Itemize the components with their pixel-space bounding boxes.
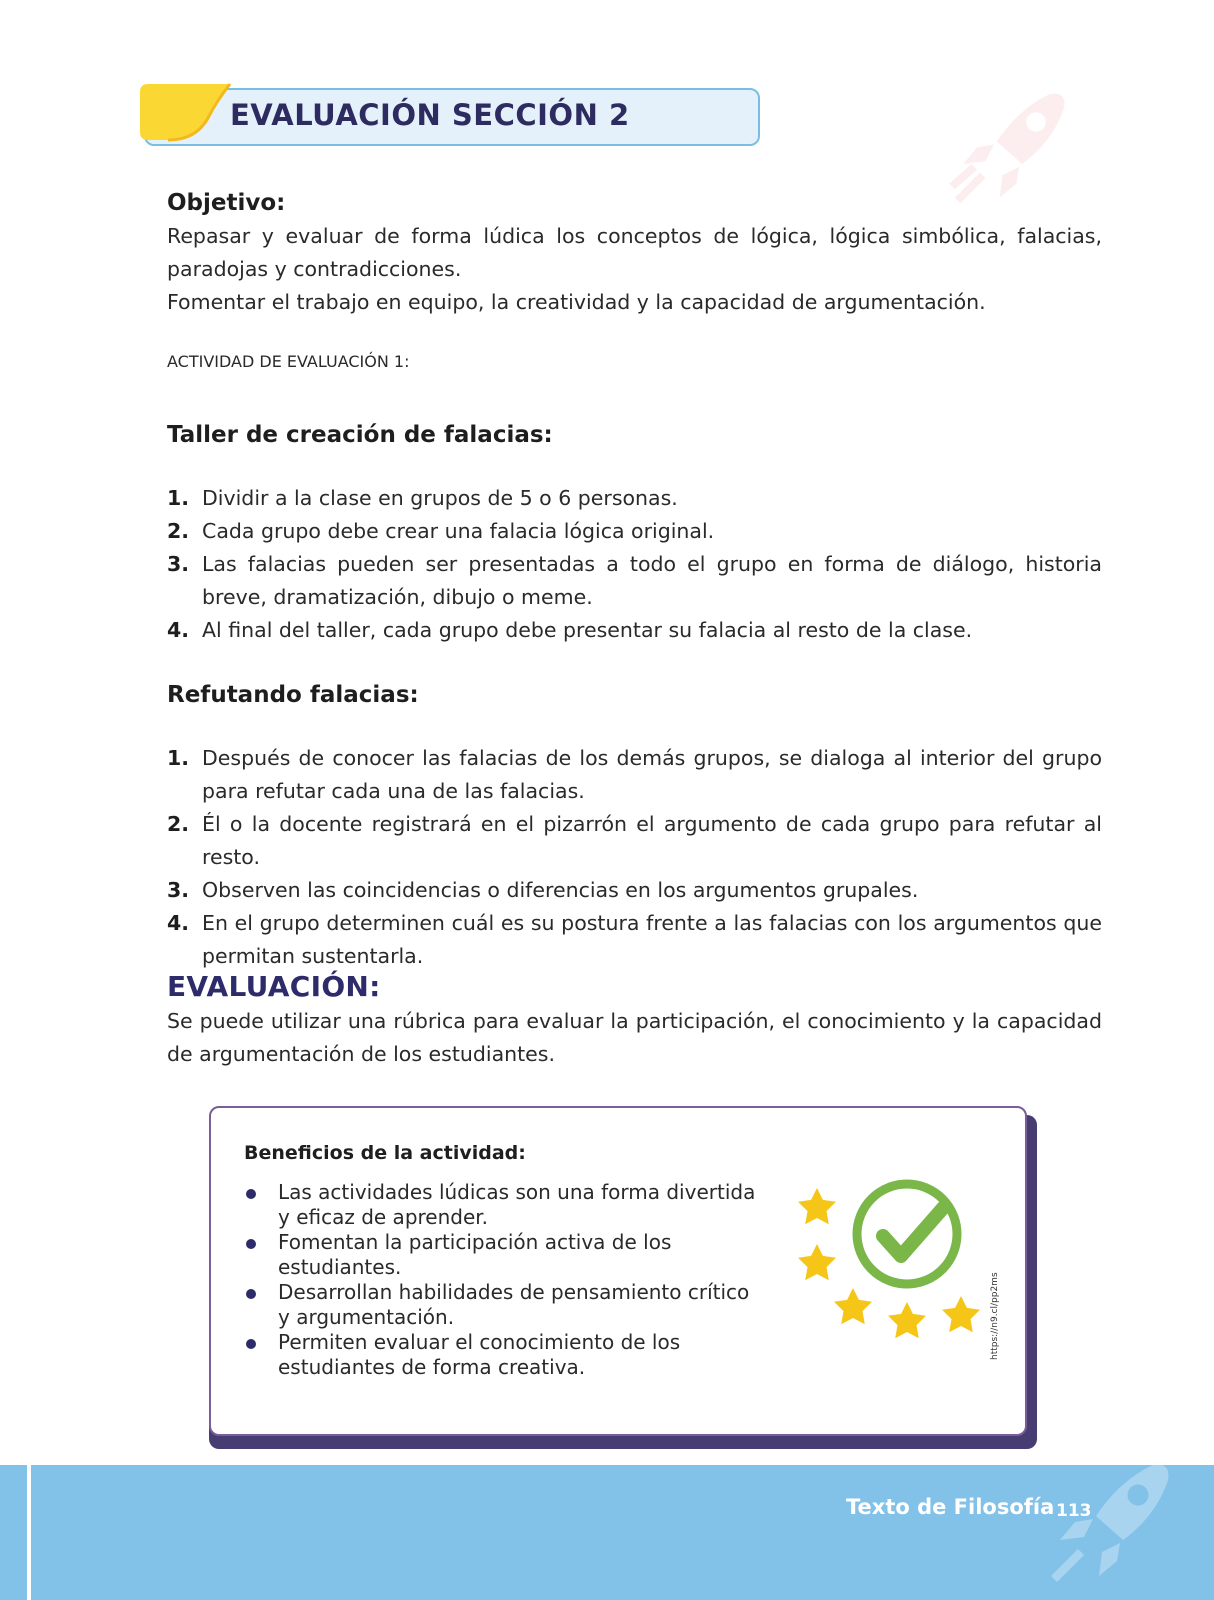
bullet-icon: [246, 1189, 256, 1199]
workshop-heading: Taller de creación de falacias:: [167, 422, 553, 448]
bullet-icon: [246, 1289, 256, 1299]
image-credit: https://n9.cl/pp2ms: [990, 1272, 1000, 1360]
refuting-section: [167, 682, 1102, 973]
list-item: 2. Cada grupo debe crear una falacia lógica original.: [167, 519, 715, 543]
objective-text-1: Repasar y evaluar de forma lúdica los conceptos de lógica, lógica simbólica, falacias, paradojas y contradicciones.: [167, 224, 1102, 281]
evaluation-section: [167, 970, 1102, 1071]
section-header: [138, 82, 770, 150]
list-item: 3. Las falacias pueden ser presentadas a todo el grupo en forma de diálogo, historia breve, dramatización, dibujo o meme.: [167, 552, 1102, 609]
list-item: 4. En el grupo determinen cuál es su postura frente a las falacias con los argumentos que permitan sustentarla.: [167, 911, 1102, 968]
objective-heading: Objetivo:: [167, 190, 286, 216]
benefits-box: [209, 1106, 1027, 1436]
evaluation-text: Se puede utilizar una rúbrica para evaluar la participación, el conocimiento y la capacidad de argumentación de los estudiantes.: [167, 1009, 1102, 1066]
list-item: 1. Dividir a la clase en grupos de 5 o 6 personas.: [167, 486, 678, 510]
list-item: 2. Él o la docente registrará en el pizarrón el argumento de cada grupo para refutar al resto.: [167, 812, 1102, 869]
list-item: 4. Al final del taller, cada grupo debe presentar su falacia al resto de la clase.: [167, 618, 973, 642]
rocket-icon: [1030, 1453, 1180, 1600]
evaluation-heading: EVALUACIÓN:: [167, 970, 381, 1003]
list-item: Fomentan la participación activa de los estudiantes.: [244, 1230, 764, 1280]
benefits-title: Beneficios de la actividad:: [244, 1142, 526, 1164]
list-item: Las actividades lúdicas son una forma divertida y eficaz de aprender.: [244, 1180, 764, 1230]
page-number: 113: [1056, 1501, 1092, 1521]
stars-checkmark-icon: [793, 1176, 993, 1366]
section-title: EVALUACIÓN SECCIÓN 2: [230, 98, 630, 132]
header-yellow-tab: [138, 82, 234, 142]
objective-section: [167, 190, 1102, 319]
workshop-steps: [167, 482, 1102, 647]
activity-heading: ACTIVIDAD DE EVALUACIÓN 1:: [167, 352, 410, 371]
refuting-heading: Refutando falacias:: [167, 682, 419, 708]
bullet-icon: [246, 1239, 256, 1249]
list-item: Desarrollan habilidades de pensamiento crítico y argumentación.: [244, 1280, 764, 1330]
bullet-icon: [246, 1339, 256, 1349]
refuting-steps: [167, 742, 1102, 973]
list-item: 1. Después de conocer las falacias de los demás grupos, se dialoga al interior del grupo para refutar cada una de las falacias.: [167, 746, 1102, 803]
benefits-list: [244, 1180, 764, 1380]
objective-text-2: Fomentar el trabajo en equipo, la creatividad y la capacidad de argumentación.: [167, 290, 986, 314]
workshop-section: [167, 422, 1102, 647]
list-item: 3. Observen las coincidencias o diferencias en los argumentos grupales.: [167, 878, 919, 902]
page-footer: [0, 1465, 1214, 1600]
list-item: Permiten evaluar el conocimiento de los estudiantes de forma creativa.: [244, 1330, 764, 1380]
book-title: Texto de Filosofía: [846, 1495, 1055, 1519]
footer-stripe: [27, 1465, 31, 1600]
